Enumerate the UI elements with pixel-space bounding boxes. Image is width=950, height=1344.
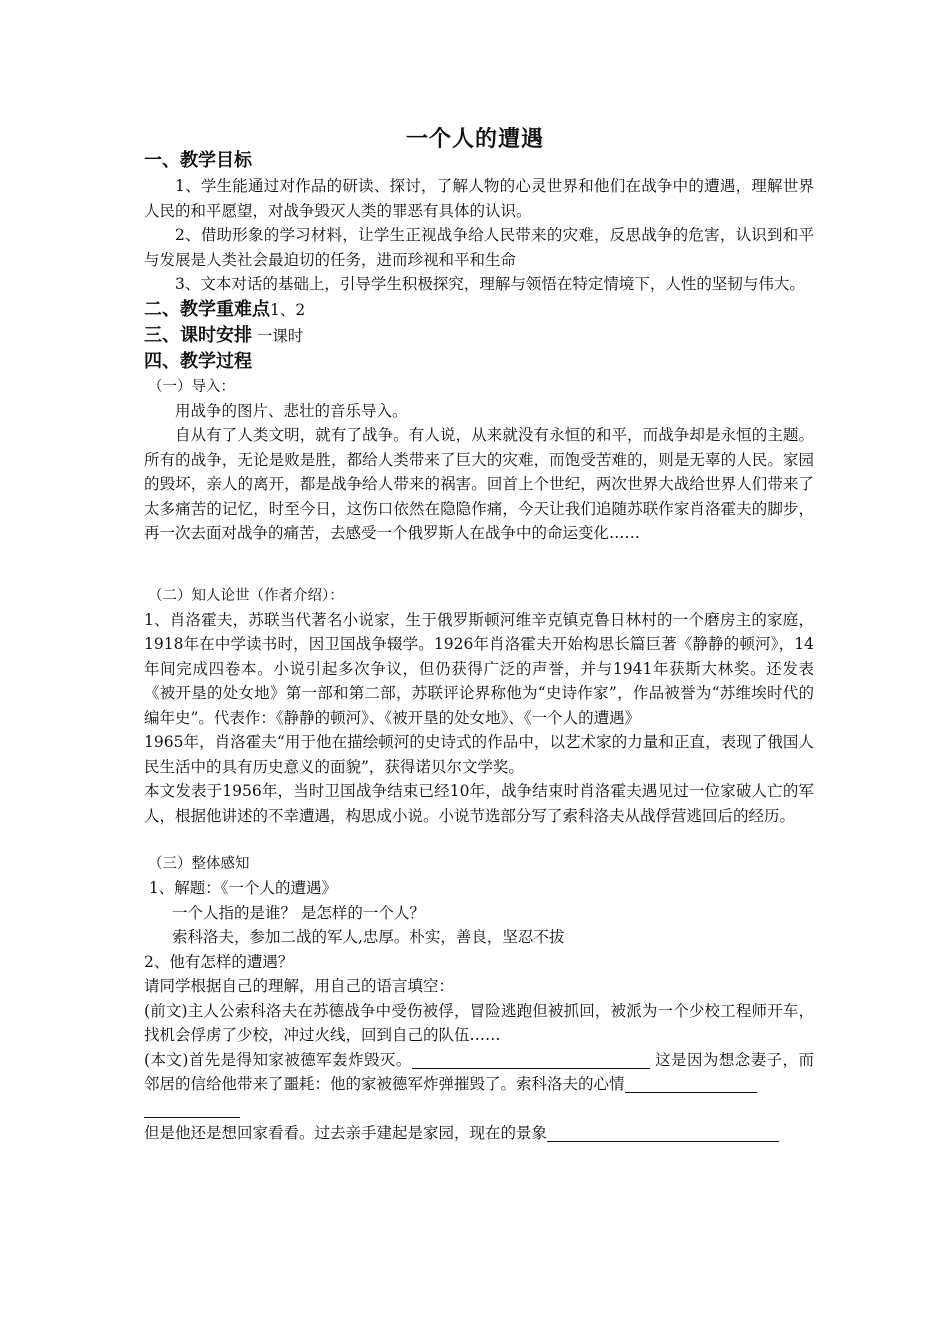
author-paragraph: 1、肖洛霍夫，苏联当代著名小说家，生于俄罗斯顿河维辛克镇克鲁日林村的一个磨房主的家庭，1918年在中学读书时，因卫国战争辍学。1926年肖洛霍夫开始构思长篇巨著《静静的顿河》，14年间完成四卷本。小说引起多次争议，但仍获得广泛的声誉，并与1941年获斯大林奖。还发表《被开垦的处女地》第一部和第二部，苏联评论界称他为“史诗作家”，作品被誉为“苏维埃时代的编年史”。代表作：《静静的顿河》、《被开垦的处女地》、《一个人的遭遇》 <box>144 610 814 727</box>
schedule-value: 一课时 <box>252 326 304 345</box>
question-line: 2、他有怎样的遭遇？ <box>144 952 294 971</box>
subsection-label-author: （二）知人论世（作者介绍）： <box>148 587 344 604</box>
key-points-value: 1、2 <box>270 300 306 319</box>
objective-item: 1、学生能通过对作品的研读、探讨，了解人物的心灵世界和他们在战争中的遭遇，理解世界人民的和平愿望，对战争毁灭人类的罪恶有具体的认识。 <box>144 177 814 220</box>
fill-blank[interactable] <box>412 1050 650 1069</box>
question-line: 一个人指的是谁？ 是怎样的一个人？ <box>172 903 425 922</box>
fill-blank[interactable] <box>547 1123 779 1142</box>
key-points-label: 二、教学重难点 <box>144 298 270 320</box>
intro-line: 用战争的图片、悲壮的音乐导入。 <box>175 401 408 420</box>
fill-paragraph <box>144 1121 814 1146</box>
author-paragraph: 1965年，肖洛霍夫“用于他在描绘顿河的史诗式的作品中，以艺术家的力量和正直，表现了俄国人民生活中的具有历史意义的面貌”，获得诺贝尔文学奖。 <box>144 733 814 776</box>
fill-blank[interactable] <box>625 1074 757 1093</box>
document-title: 一个人的遭遇 <box>405 127 544 152</box>
schedule-label: 三、课时安排 <box>144 324 252 346</box>
fill-text: (本文)首先是得知家被德军轰炸毁灭。 <box>144 1050 412 1069</box>
objective-item: 3、文本对话的基础上，引导学生积极探究，理解与领悟在特定情境下，人性的坚韧与伟大。 <box>175 275 805 293</box>
fill-paragraph <box>144 1048 814 1122</box>
section-heading-objectives: 一、教学目标 <box>144 150 252 171</box>
fill-text: 但是他还是想回家看看。过去亲手建起是家园，现在的景象 <box>144 1124 548 1142</box>
intro-paragraph: 自从有了人类文明，就有了战争。有人说，从来就没有永恒的和平，而战争却是永恒的主题。所有的战争，无论是败是胜，都给人类带来了巨大的灾难，而饱受苦难的，则是无辜的人民。家园的毁坏，亲人的离开，都是战争给人带来的祸害。回首上个世纪，两次世界大战给世界人们带来了太多痛苦的记忆，时至今日，这伤口依然在隐隐作痛，今天让我们追随苏联作家肖洛霍夫的脚步，再一次去面对战争的痛苦，去感受一个俄罗斯人在战争中的命运变化…… <box>144 426 814 542</box>
section-heading-schedule <box>144 323 814 349</box>
fill-blank[interactable] <box>144 1099 240 1118</box>
question-line: 1、解题：《一个人的遭遇》 <box>144 879 338 897</box>
answer-line: 索科洛夫，参加二战的军人,忠厚。朴实，善良，坚忍不拔 <box>172 928 565 946</box>
instruction-line: 请同学根据自己的理解，用自己的语言填空： <box>144 977 455 995</box>
subsection-label-intro: （一）导入： <box>148 378 235 395</box>
fill-text: 这是因为想念妻子，而邻居的信给他带来了噩耗：他的家被德军炸弹摧毁了。索科洛夫的心情 <box>144 1050 814 1093</box>
document-body <box>144 148 814 1146</box>
section-heading-process: 四、教学过程 <box>144 350 252 372</box>
subsection-label-overview: （三）整体感知 <box>148 856 250 872</box>
fill-paragraph: (前文)主人公索科洛夫在苏德战争中受伤被俘，冒险逃跑但被抓回，被派为一个少校工程师开车，找机会俘虏了少校，冲过火线，回到自己的队伍…… <box>144 1001 814 1044</box>
author-paragraph: 本文发表于1956年，当时卫国战争结束已经10年，战争结束时肖洛霍夫遇见过一位家破人亡的军人，根据他讲述的不幸遭遇，构思成小说。小说节选部分写了索科洛夫从战俘营逃回后的经历。 <box>144 782 814 825</box>
objective-item: 2、借助形象的学习材料，让学生正视战争给人民带来的灾难，反思战争的危害，认识到和平与发展是人类社会最迫切的任务，进而珍视和平和生命 <box>144 226 814 269</box>
section-heading-key-points <box>144 297 814 323</box>
